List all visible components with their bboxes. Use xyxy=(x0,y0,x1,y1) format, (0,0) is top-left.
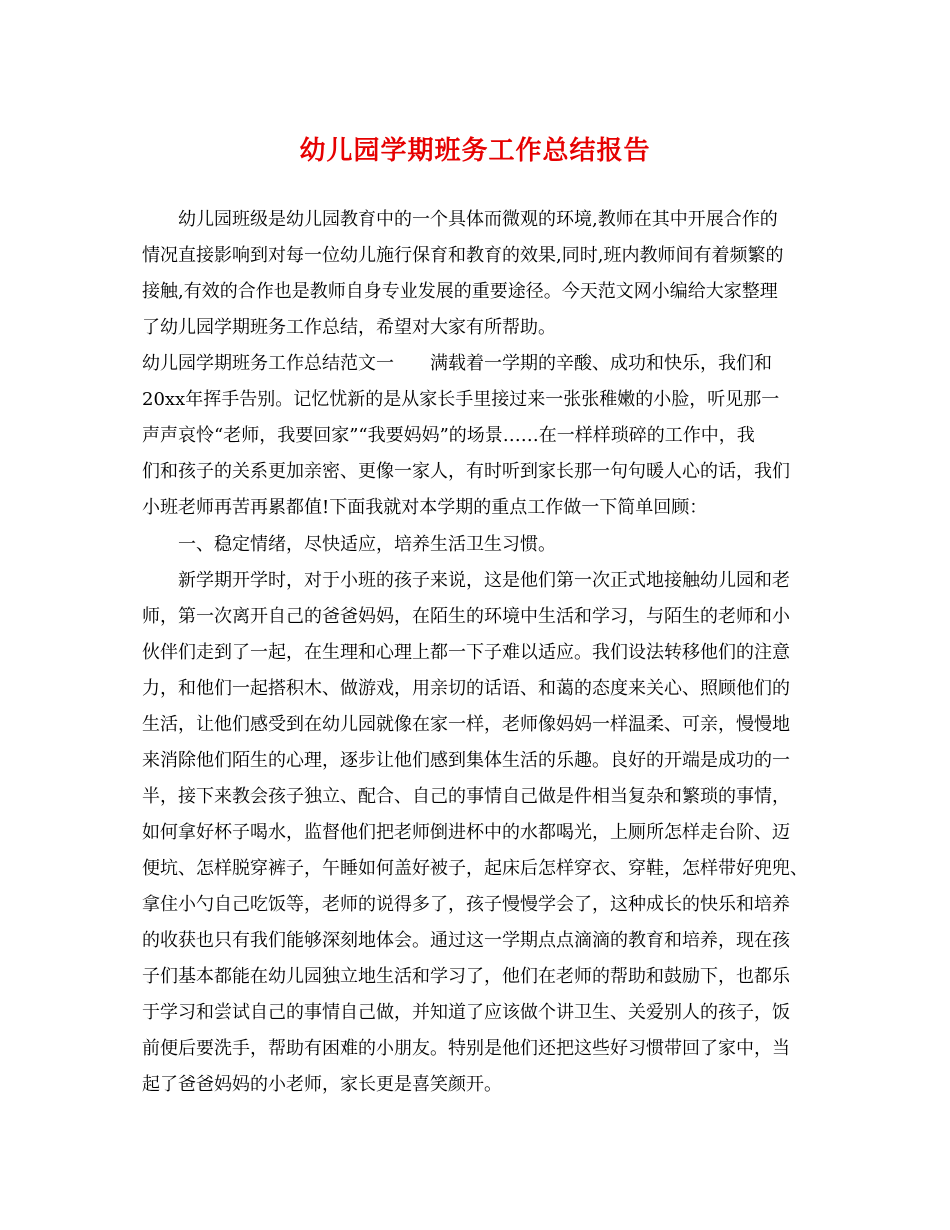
body-line: 小班老师再苦再累都值!下面我就对本学期的重点工作做一下简单回顾： xyxy=(142,497,708,518)
body-line: 们和孩子的关系更加亲密、更像一家人，有时听到家长那一句句暖人心的话，我们 xyxy=(142,461,790,482)
document-title: 幼儿园学期班务工作总结报告 xyxy=(299,136,651,166)
body-line: 生活，让他们感受到在幼儿园就像在家一样，老师像妈妈一样温柔、可亲，慢慢地 xyxy=(142,714,790,735)
body-line: 新学期开学时，对于小班的孩子来说，这是他们第一次正式地接触幼儿园和老 xyxy=(142,570,790,591)
body-line: 拿住小勺自己吃饭等，老师的说得多了，孩子慢慢学会了，这种成长的快乐和培养 xyxy=(142,894,790,915)
body-line: 如何拿好杯子喝水，监督他们把老师倒进杯中的水都喝光，上厕所怎样走台阶、迈 xyxy=(142,822,790,843)
body-line: 20xx年挥手告别。记忆忧新的是从家长手里接过来一张张稚嫩的小脸，听见那一 xyxy=(142,389,780,410)
body-line: 声声哀怜“老师，我要回家”“我要妈妈”的场景……在一样样琐碎的工作中，我 xyxy=(142,425,755,446)
body-line: 师，第一次离开自己的爸爸妈妈，在陌生的环境中生活和学习，与陌生的老师和小 xyxy=(142,606,790,627)
body-line: 幼儿园学期班务工作总结范文一 满载着一学期的辛酸、成功和快乐，我们和 xyxy=(142,353,772,374)
body-line: 前便后要洗手，帮助有困难的小朋友。特别是他们还把这些好习惯带回了家中，当 xyxy=(142,1038,790,1059)
body-line: 力，和他们一起搭积木、做游戏，用亲切的话语、和蔼的态度来关心、照顾他们的 xyxy=(142,678,790,699)
body-line: 便坑、怎样脱穿裤子，午睡如何盖好被子，起床后怎样穿衣、穿鞋，怎样带好兜兜、 xyxy=(142,858,808,879)
body-line: 的收获也只有我们能够深刻地体会。通过这一学期点点滴滴的教育和培养，现在孩 xyxy=(142,930,790,951)
body-line: 了幼儿园学期班务工作总结，希望对大家有所帮助。 xyxy=(142,317,556,338)
body-line: 幼儿园班级是幼儿园教育中的一个具体而微观的环境,教师在其中开展合作的 xyxy=(142,209,778,230)
body-line: 来消除他们陌生的心理，逐步让他们感到集体生活的乐趣。良好的开端是成功的一 xyxy=(142,750,790,771)
body-line: 伙伴们走到了一起，在生理和心理上都一下子难以适应。我们设法转移他们的注意 xyxy=(142,642,790,663)
body-line: 情况直接影响到对每一位幼儿施行保育和教育的效果,同时,班内教师间有着频繁的 xyxy=(142,245,784,266)
body-line: 半，接下来教会孩子独立、配合、自己的事情自己做是件相当复杂和繁琐的事情， xyxy=(142,786,790,807)
body-line: 接触,有效的合作也是教师自身专业发展的重要途径。今天范文网小编给大家整理 xyxy=(142,281,778,302)
section-heading: 一、稳定情绪，尽快适应，培养生活卫生习惯。 xyxy=(142,534,556,555)
body-line: 起了爸爸妈妈的小老师，家长更是喜笑颜开。 xyxy=(142,1074,502,1095)
body-line: 子们基本都能在幼儿园独立地生活和学习了，他们在老师的帮助和鼓励下，也都乐 xyxy=(142,966,790,987)
body-line: 于学习和尝试自己的事情自己做，并知道了应该做个讲卫生、关爱别人的孩子，饭 xyxy=(142,1002,790,1023)
